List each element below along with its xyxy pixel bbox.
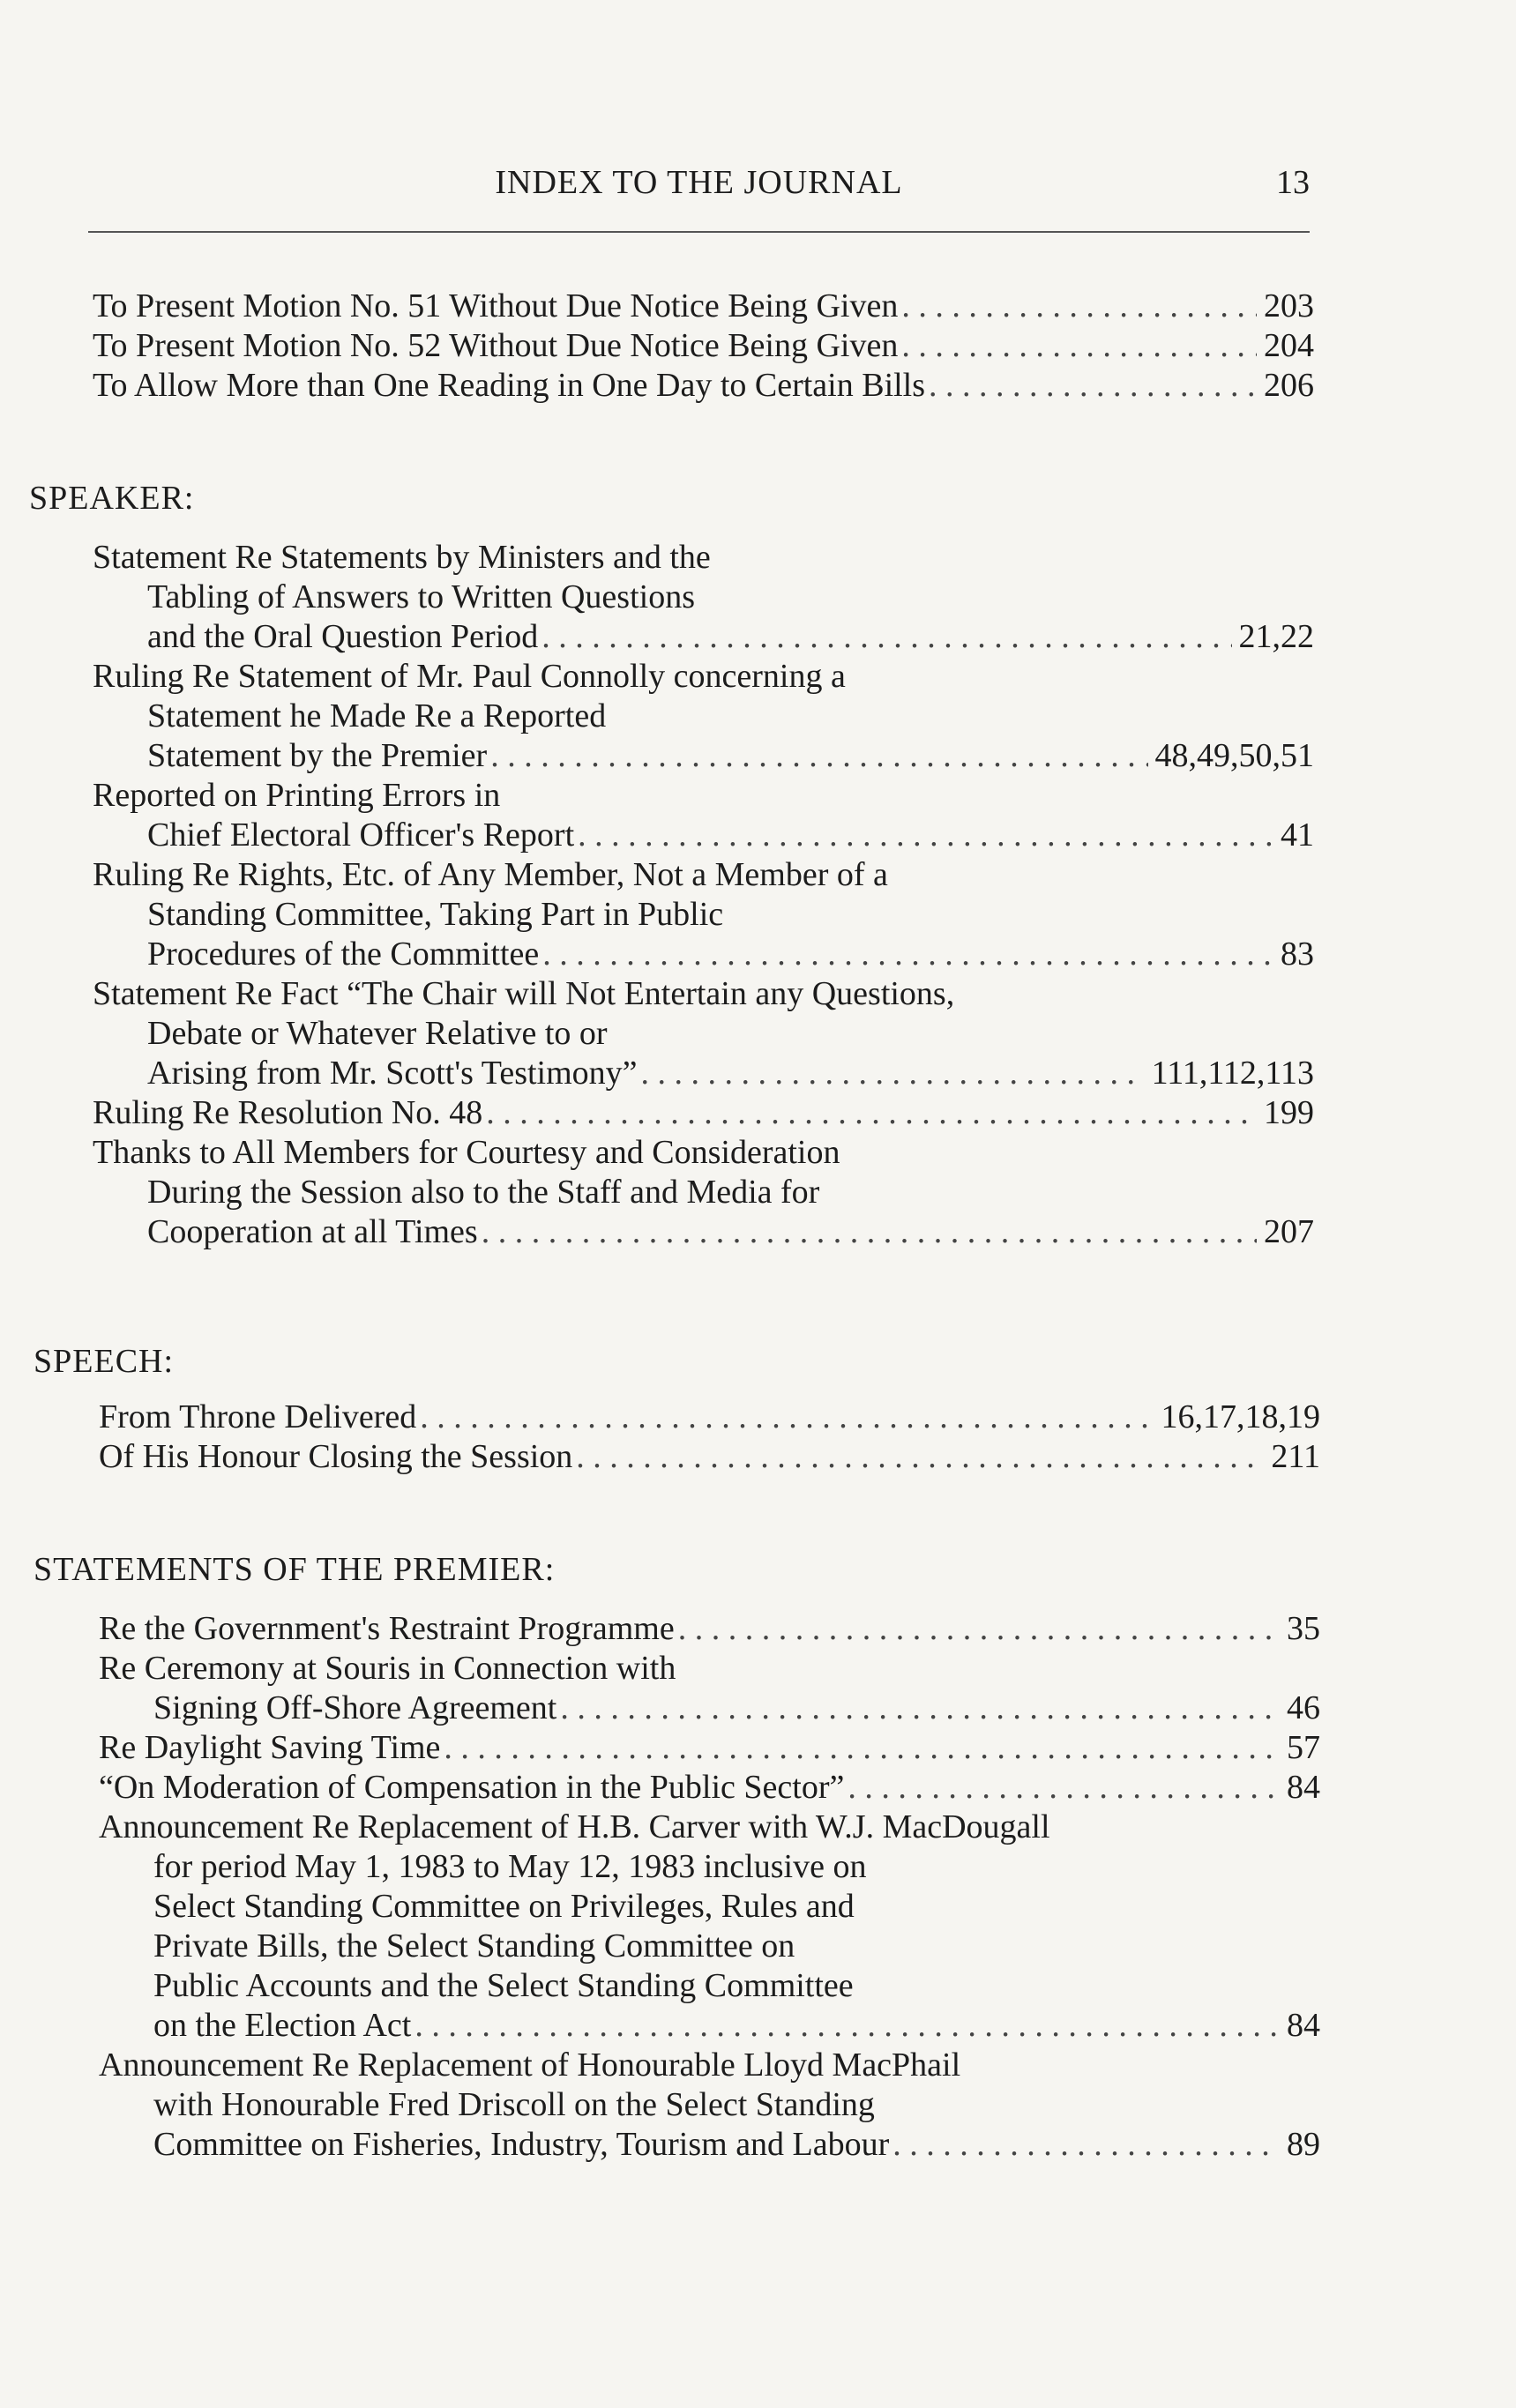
entry-text: for period May 1, 1983 to May 12, 1983 inclusive on [153, 1848, 867, 1885]
page-reference: 207 [1264, 1213, 1314, 1250]
entry-text: From Throne Delivered [99, 1398, 417, 1435]
entry-final-line [93, 617, 1314, 657]
dot-leader [541, 617, 1231, 657]
entry-text: Ruling Re Rights, Etc. of Any Member, Not a Member of a [93, 856, 888, 893]
entry-line [93, 776, 1314, 816]
entry-text: To Present Motion No. 51 Without Due Notice Being Given [93, 287, 899, 324]
entry-line [93, 657, 1314, 697]
entry-line [93, 697, 1314, 736]
entry-line [99, 1927, 1320, 1966]
entry-line [93, 538, 1314, 578]
index-entry [99, 1437, 1320, 1477]
dot-leader [901, 287, 1257, 326]
entry-line [93, 1133, 1314, 1173]
entry-line [93, 974, 1314, 1014]
entry-line [99, 2085, 1320, 2125]
entry-line [93, 578, 1314, 617]
index-entry [93, 974, 1314, 1093]
entry-text: Re Daylight Saving Time [99, 1729, 441, 1766]
entry-text: Reported on Printing Errors in [93, 777, 501, 814]
page-header [88, 163, 1310, 207]
dot-leader [578, 816, 1273, 855]
entry-text: Public Accounts and the Select Standing Committee [153, 1967, 854, 2004]
speech-entries [99, 1398, 1320, 1477]
entry-final-line [99, 1398, 1320, 1437]
running-title: INDEX TO THE JOURNAL [495, 164, 903, 201]
entry-text: Announcement Re Replacement of H.B. Carver with W.J. MacDougall [99, 1808, 1050, 1845]
entry-text: Re Ceremony at Souris in Connection with [99, 1650, 676, 1687]
page-reference: 111,112,113 [1151, 1055, 1314, 1092]
entry-line [93, 895, 1314, 935]
entry-final-line [99, 1728, 1320, 1768]
dot-leader [420, 1398, 1154, 1437]
section-heading-speaker: SPEAKER: [29, 480, 195, 517]
dot-leader [576, 1437, 1264, 1477]
entry-text: Announcement Re Replacement of Honourable Lloyd MacPhail [99, 2046, 961, 2084]
dot-leader [641, 1054, 1145, 1093]
section-heading-statements: STATEMENTS OF THE PREMIER: [34, 1551, 556, 1588]
entry-line [93, 1014, 1314, 1054]
dot-leader [560, 1689, 1280, 1728]
entry-line [99, 1966, 1320, 2006]
entry-final-line [93, 935, 1314, 974]
entry-text: Statement by the Premier [147, 737, 488, 774]
page-reference: 84 [1287, 1769, 1320, 1806]
page-reference: 83 [1281, 936, 1314, 973]
index-entry [99, 1768, 1320, 1808]
entry-final-line [93, 1212, 1314, 1252]
dot-leader [892, 2125, 1280, 2165]
index-entry [93, 538, 1314, 657]
entry-text: Thanks to All Members for Courtesy and Consideration [93, 1134, 840, 1171]
entry-final-line [93, 366, 1314, 406]
statements-entries [99, 1609, 1320, 2165]
index-entry [93, 657, 1314, 776]
page-number: 13 [1276, 164, 1310, 201]
index-entry [93, 776, 1314, 855]
entry-text: Chief Electoral Officer's Report [147, 816, 575, 854]
entry-text: and the Oral Question Period [147, 618, 539, 655]
entry-text: Signing Off-Shore Agreement [153, 1689, 557, 1726]
entry-text: Ruling Re Resolution No. 48 [93, 1094, 483, 1131]
entry-final-line [93, 287, 1314, 326]
entry-final-line [99, 1768, 1320, 1808]
page-reference: 204 [1264, 327, 1314, 364]
entry-line [99, 2046, 1320, 2085]
entry-text: Tabling of Answers to Written Questions [147, 578, 695, 615]
page-reference: 199 [1264, 1094, 1314, 1131]
page-reference: 203 [1264, 287, 1314, 324]
entry-final-line [93, 736, 1314, 776]
entry-line [99, 1808, 1320, 1847]
page-reference: 206 [1264, 367, 1314, 404]
page-reference: 211 [1271, 1438, 1320, 1475]
entry-line [99, 1887, 1320, 1927]
page-reference: 35 [1287, 1610, 1320, 1647]
entry-final-line [99, 2125, 1320, 2165]
entry-final-line [93, 1054, 1314, 1093]
entry-text: Ruling Re Statement of Mr. Paul Connolly concerning a [93, 658, 846, 695]
entry-final-line [99, 1609, 1320, 1649]
section-heading-speech: SPEECH: [34, 1343, 175, 1380]
entry-text: Standing Committee, Taking Part in Public [147, 896, 724, 933]
dot-leader [444, 1728, 1280, 1768]
dot-leader [848, 1768, 1280, 1808]
entry-text: To Allow More than One Reading in One Day to Certain Bills [93, 367, 926, 404]
dot-leader [901, 326, 1257, 366]
page-reference: 46 [1287, 1689, 1320, 1726]
entry-text: Arising from Mr. Scott's Testimony” [147, 1055, 638, 1092]
dot-leader [486, 1093, 1257, 1133]
dot-leader [414, 2006, 1280, 2046]
header-rule [88, 231, 1310, 233]
page-reference: 21,22 [1238, 618, 1314, 655]
index-entry [93, 366, 1314, 406]
entry-text: During the Session also to the Staff and Media for [147, 1174, 820, 1211]
dot-leader [929, 366, 1257, 406]
entry-text: Committee on Fisheries, Industry, Tourism and Labour [153, 2126, 890, 2163]
entry-text: Of His Honour Closing the Session [99, 1438, 573, 1475]
entry-text: Re the Government's Restraint Programme [99, 1610, 675, 1647]
page-reference: 16,17,18,19 [1161, 1398, 1320, 1435]
index-entry [93, 855, 1314, 974]
index-entry [93, 326, 1314, 366]
page-reference: 48,49,50,51 [1154, 737, 1314, 774]
index-entry [93, 1133, 1314, 1252]
speaker-entries [93, 538, 1314, 1252]
entry-final-line [93, 816, 1314, 855]
entry-text: Select Standing Committee on Privileges, Rules and [153, 1888, 855, 1925]
entry-text: Procedures of the Committee [147, 936, 540, 973]
entry-final-line [93, 1093, 1314, 1133]
dot-leader [678, 1609, 1280, 1649]
page-reference: 41 [1281, 816, 1314, 854]
entry-text: on the Election Act [153, 2007, 412, 2044]
entry-final-line [99, 1689, 1320, 1728]
index-entry [93, 1093, 1314, 1133]
index-entry [99, 1649, 1320, 1728]
dot-leader [490, 736, 1147, 776]
entry-text: Statement Re Statements by Ministers and the [93, 539, 711, 576]
entry-text: Statement he Made Re a Reported [147, 697, 607, 734]
entry-text: Debate or Whatever Relative to or [147, 1015, 608, 1052]
index-entry [93, 287, 1314, 326]
continued-entries [93, 287, 1314, 406]
entry-final-line [99, 2006, 1320, 2046]
entry-text: “On Moderation of Compensation in the Public Sector” [99, 1769, 845, 1806]
entry-text: Private Bills, the Select Standing Committee on [153, 1927, 795, 1964]
index-entry [99, 1808, 1320, 2046]
page-reference: 57 [1287, 1729, 1320, 1766]
dot-leader [482, 1212, 1257, 1252]
entry-final-line [99, 1437, 1320, 1477]
entry-line [99, 1649, 1320, 1689]
entry-line [99, 1847, 1320, 1887]
page-reference: 89 [1287, 2126, 1320, 2163]
dot-leader [542, 935, 1273, 974]
entry-text: Cooperation at all Times [147, 1213, 478, 1250]
entry-text: with Honourable Fred Driscoll on the Select Standing [153, 2086, 875, 2123]
entry-line [93, 855, 1314, 895]
page-reference: 84 [1287, 2007, 1320, 2044]
index-entry [99, 2046, 1320, 2165]
entry-line [93, 1173, 1314, 1212]
entry-final-line [93, 326, 1314, 366]
index-entry [99, 1398, 1320, 1437]
index-entry [99, 1609, 1320, 1649]
index-entry [99, 1728, 1320, 1768]
entry-text: To Present Motion No. 52 Without Due Notice Being Given [93, 327, 899, 364]
entry-text: Statement Re Fact “The Chair will Not Entertain any Questions, [93, 975, 955, 1012]
